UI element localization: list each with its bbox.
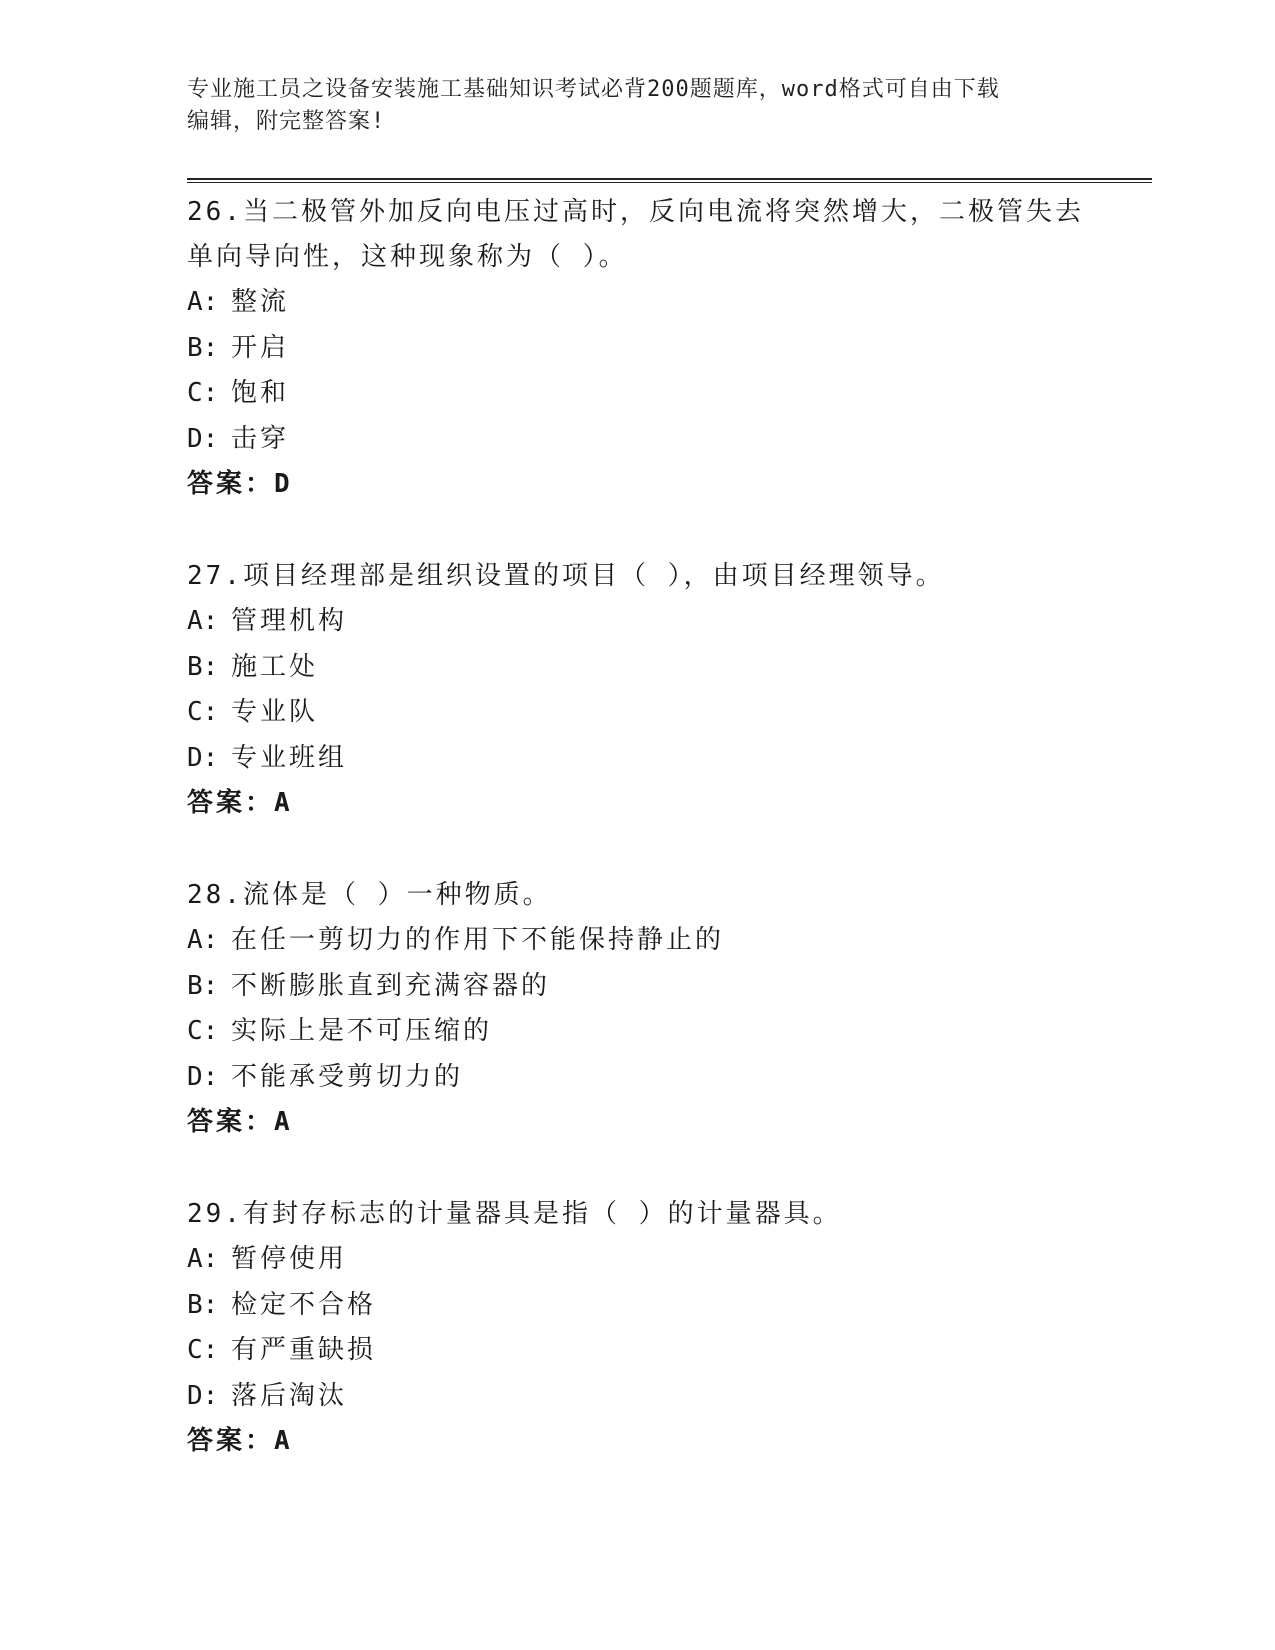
option-a [187, 280, 1152, 326]
question-stem [187, 1192, 1087, 1237]
option-text: 落后淘汰 [231, 1380, 348, 1411]
question-29 [187, 1192, 1152, 1464]
option-text: 击穿 [231, 423, 290, 454]
option-letter: C: [187, 1016, 219, 1046]
question-stem-line: 28.流体是（ ）一种物质。 [187, 880, 552, 910]
option-b [187, 326, 1152, 372]
option-letter: A: [187, 925, 219, 955]
option-a [187, 599, 1152, 645]
option-d [187, 417, 1152, 463]
option-c [187, 1009, 1152, 1055]
option-text: 整流 [231, 287, 290, 317]
option-text: 暂停使用 [231, 1244, 348, 1274]
question-stem [187, 190, 1087, 280]
option-letter: A: [187, 287, 219, 317]
header-divider-thin [187, 182, 1152, 183]
option-d [187, 1055, 1152, 1101]
option-letter: A: [187, 1244, 219, 1274]
option-letter: C: [187, 378, 219, 408]
document-header [187, 74, 1087, 138]
option-text: 饱和 [231, 378, 290, 408]
option-a [187, 1237, 1152, 1283]
option-text: 施工处 [231, 651, 319, 682]
question-list [187, 190, 1152, 1511]
option-letter: D: [187, 1380, 219, 1411]
option-text: 不断膨胀直到充满容器的 [231, 970, 551, 1001]
option-c [187, 1328, 1152, 1374]
option-text: 专业班组 [231, 742, 348, 773]
option-letter: B: [187, 332, 219, 363]
question-26 [187, 190, 1152, 507]
option-letter: B: [187, 1289, 219, 1320]
question-stem [187, 873, 1087, 918]
header-divider [187, 178, 1152, 180]
option-letter: A: [187, 606, 219, 636]
option-d [187, 736, 1152, 782]
question-28 [187, 873, 1152, 1145]
question-stem [187, 554, 1087, 599]
option-a [187, 918, 1152, 964]
option-text: 管理机构 [231, 606, 348, 636]
option-c [187, 690, 1152, 736]
answer-line: 答案：A [187, 1426, 293, 1456]
question-27 [187, 554, 1152, 826]
answer-line: 答案：A [187, 1107, 293, 1137]
option-text: 检定不合格 [231, 1289, 377, 1320]
option-letter: C: [187, 697, 219, 727]
option-text: 专业队 [231, 697, 319, 727]
option-text: 实际上是不可压缩的 [231, 1016, 493, 1046]
option-letter: B: [187, 651, 219, 682]
option-letter: D: [187, 1061, 219, 1092]
option-text: 不能承受剪切力的 [231, 1061, 464, 1092]
option-text: 开启 [231, 332, 290, 363]
option-c [187, 371, 1152, 417]
option-letter: C: [187, 1335, 219, 1365]
header-line-2: 编辑，附完整答案! [187, 109, 386, 134]
question-stem-line: 单向导向性，这种现象称为（ ）。 [187, 242, 628, 272]
option-letter: D: [187, 423, 219, 454]
option-b [187, 645, 1152, 691]
option-d [187, 1374, 1152, 1420]
option-b [187, 1283, 1152, 1329]
option-letter: D: [187, 742, 219, 773]
option-text: 在任一剪切力的作用下不能保持静止的 [231, 925, 725, 955]
answer-line: 答案：A [187, 788, 293, 818]
header-line-1: 专业施工员之设备安装施工基础知识考试必背200题题库，word格式可自由下载 [187, 77, 1000, 102]
option-b [187, 964, 1152, 1010]
answer-line: 答案：D [187, 469, 293, 499]
question-stem-line: 29.有封存标志的计量器具是指（ ）的计量器具。 [187, 1199, 842, 1229]
question-stem-line: 27.项目经理部是组织设置的项目（ ），由项目经理领导。 [187, 561, 945, 591]
option-letter: B: [187, 970, 219, 1001]
question-stem-line: 26.当二极管外加反向电压过高时，反向电流将突然增大，二极管失去 [187, 197, 1084, 227]
option-text: 有严重缺损 [231, 1335, 377, 1365]
